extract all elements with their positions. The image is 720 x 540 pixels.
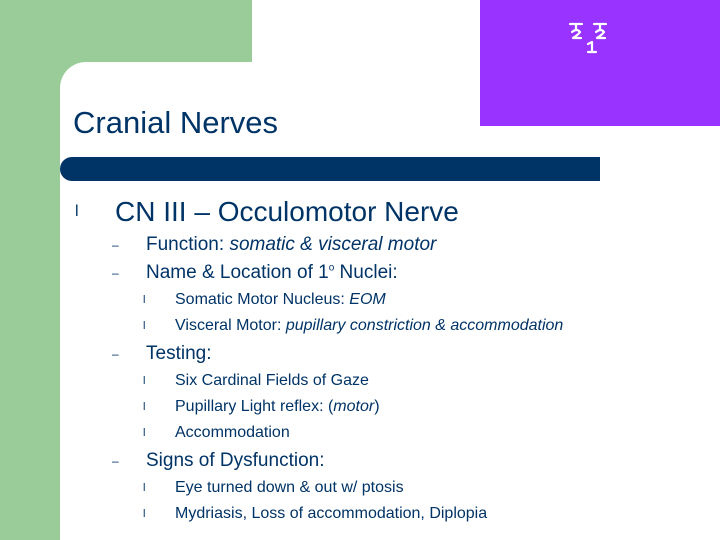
- subitem-text: Six Cardinal Fields of Gaze: [175, 372, 369, 389]
- dash-marker: –: [112, 347, 119, 361]
- nuclei-label-pre: Name & Location of 1: [146, 262, 329, 283]
- bullet-marker: l: [143, 401, 146, 413]
- subitem-value: EOM: [349, 291, 386, 308]
- nuclei-label-post: Nuclei:: [334, 262, 398, 283]
- subitem-value: motor: [333, 398, 375, 415]
- dash-marker: –: [112, 266, 119, 280]
- subitem-text: Eye turned down & out w/ ptosis: [175, 479, 404, 496]
- bullet-marker: l: [143, 375, 146, 387]
- bullet-marker: l: [75, 203, 79, 220]
- main-bullet-text: CN III – Occulomotor Nerve: [115, 196, 459, 227]
- testing-label: Testing:: [146, 343, 212, 364]
- bullet-marker: l: [143, 508, 146, 520]
- dash-marker: –: [112, 238, 119, 252]
- bullet-marker: l: [143, 427, 146, 439]
- title-underline-bar: [60, 157, 600, 181]
- subitem-text: Mydriasis, Loss of accommodation, Diplopia: [175, 505, 488, 522]
- bullet-marker: l: [143, 482, 146, 494]
- dash-marker: –: [112, 454, 119, 468]
- subitem-label: Pupillary Light reflex: (: [175, 398, 334, 415]
- slide-title: Cranial Nerves: [73, 105, 279, 140]
- subitem-text: Accommodation: [175, 424, 290, 441]
- subitem-suffix: ): [374, 398, 380, 415]
- bullet-marker: l: [143, 294, 146, 306]
- logo-glyph: [566, 18, 614, 58]
- subitem-label: Visceral Motor:: [175, 317, 286, 334]
- nuclei-label-superscript: o: [328, 262, 335, 274]
- subitem-label: Somatic Motor Nucleus:: [175, 291, 350, 308]
- subitem-value: pupillary constriction & accommodation: [285, 317, 564, 334]
- function-value: somatic & visceral motor: [229, 234, 437, 255]
- function-label: Function:: [146, 234, 230, 255]
- bullet-marker: l: [143, 320, 146, 332]
- dysfunction-label: Signs of Dysfunction:: [146, 450, 325, 471]
